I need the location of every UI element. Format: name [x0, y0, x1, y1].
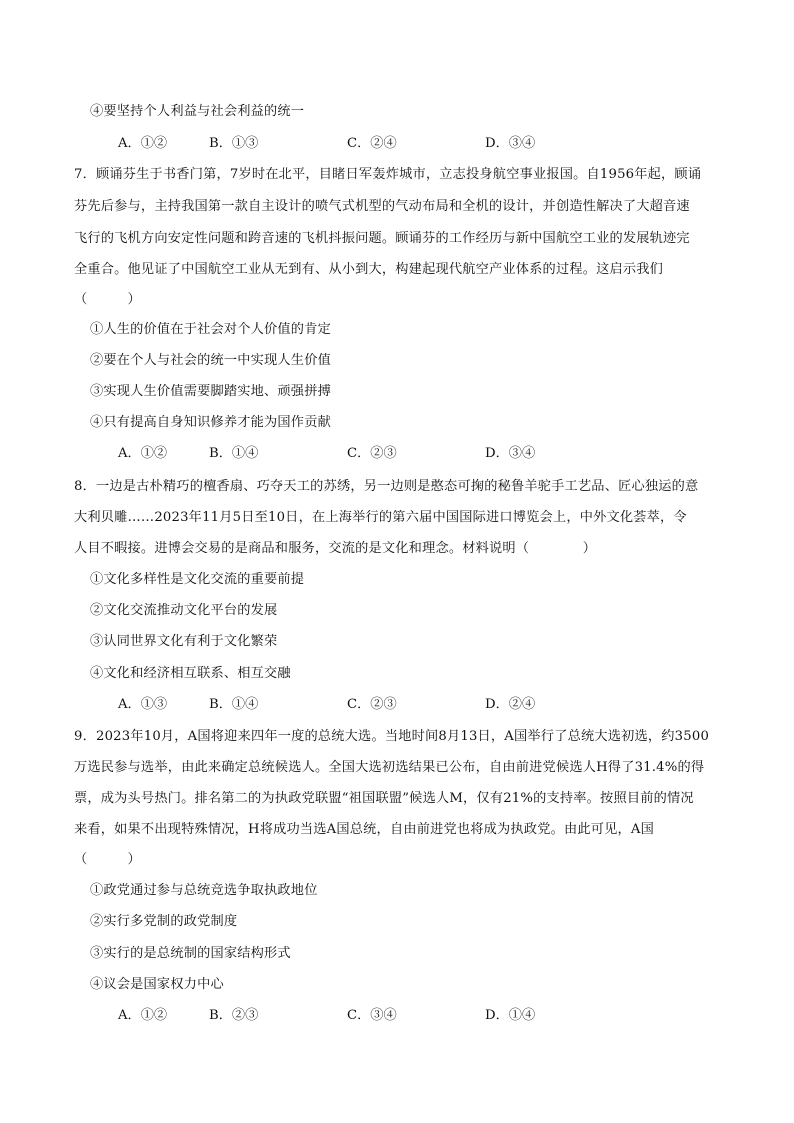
q6-option-item-4: ④要坚持个人利益与社会利益的统一: [90, 104, 305, 119]
q9-answer-blank: （ ）: [74, 852, 141, 867]
q7-option-item-2: ②要在个人与社会的统一中实现人生价值: [90, 353, 331, 368]
q7-choice-c: C．②③: [347, 446, 397, 461]
q8-choice-d: D．②④: [485, 697, 536, 712]
q7-choice-d: D．③④: [485, 446, 536, 461]
q8-option-item-1: ①文化多样性是文化交流的重要前提: [90, 572, 305, 587]
q9-option-item-3: ③实行的是总统制的国家结构形式: [90, 946, 291, 961]
q6-choice-c: C．②④: [347, 136, 397, 151]
q9-choice-a: A．①②: [118, 1008, 168, 1023]
q9-stem-line-4: 来看，如果不出现特殊情况，H将成功当选A国总统，自由前进党也将成为执政党。由此可见，A国: [74, 822, 655, 837]
q8-choice-a: A．①③: [118, 697, 168, 712]
q9-option-item-2: ②实行多党制的政党制度: [90, 914, 238, 929]
q9-option-item-1: ①政党通过参与总统竞选争取执政地位: [90, 883, 318, 898]
q8-option-item-3: ③认同世界文化有利于文化繁荣: [90, 634, 278, 649]
q6-choice-d: D．③④: [485, 136, 536, 151]
q7-stem-line-1: 7．顾诵芬生于书香门第，7岁时在北平，目睹日军轰炸城市，立志投身航空事业报国。自1956年起，顾诵: [74, 167, 702, 182]
q6-choice-b: B．①③: [209, 136, 259, 151]
q7-choice-b: B．①④: [209, 446, 259, 461]
q6-choice-a: A．①②: [118, 136, 168, 151]
q8-stem-line-1: 8．一边是古朴精巧的檀香扇、巧夺天工的苏绣，另一边则是憨态可掬的秘鲁羊驼手工艺品、匠心独运的意: [74, 479, 699, 494]
q9-stem-line-3: 票，成为头号热门。排名第二的为执政党联盟“祖国联盟”候选人M，仅有21%的支持率。按照目前的情况: [74, 791, 694, 806]
q9-stem-line-1: 9．2023年10月，A国将迎来四年一度的总统大选。当地时间8月13日，A国举行了总统大选初选，约3500: [74, 729, 710, 744]
q8-choice-b: B．①④: [209, 697, 259, 712]
q7-stem-line-3: 飞行的飞机方向安定性问题和跨音速的飞机抖振问题。顾诵芬的工作经历与新中国航空工业的发展轨迹完: [74, 231, 690, 246]
q9-stem-line-2: 万选民参与选举，由此来确定总统候选人。全国大选初选结果已公布，自由前进党候选人H得了31.4%的得: [74, 760, 705, 775]
q7-choice-a: A．①②: [118, 446, 168, 461]
q7-answer-blank: （ ）: [74, 292, 141, 307]
q9-option-item-4: ④议会是国家权力中心: [90, 977, 224, 992]
q8-stem-line-3: 人目不暇接。进博会交易的是商品和服务，交流的是文化和理念。材料说明（ ）: [74, 541, 597, 556]
q8-choice-c: C．②③: [347, 697, 397, 712]
q7-option-item-1: ①人生的价值在于社会对个人价值的肯定: [90, 322, 331, 337]
q7-stem-line-4: 全重合。他见证了中国航空工业从无到有、从小到大，构建起现代航空产业体系的过程。这启示我们: [74, 262, 664, 277]
q9-choice-c: C．③④: [347, 1008, 397, 1023]
q8-option-item-2: ②文化交流推动文化平台的发展: [90, 603, 278, 618]
q8-stem-line-2: 大利贝雕……2023年11月5日至10日，在上海举行的第六届中国国际进口博览会上，中外文化荟萃，令: [74, 510, 687, 525]
q7-option-item-3: ③实现人生价值需要脚踏实地、顽强拼搏: [90, 384, 331, 399]
q9-choice-d: D．①④: [485, 1008, 536, 1023]
q9-choice-b: B．②③: [209, 1008, 259, 1023]
q7-stem-line-2: 芬先后参与，主持我国第一款自主设计的喷气式机型的气动布局和全机的设计，并创造性解决了大超音速: [74, 199, 690, 214]
q7-option-item-4: ④只有提高自身知识修养才能为国作贡献: [90, 415, 331, 430]
q8-option-item-4: ④文化和经济相互联系、相互交融: [90, 666, 291, 681]
